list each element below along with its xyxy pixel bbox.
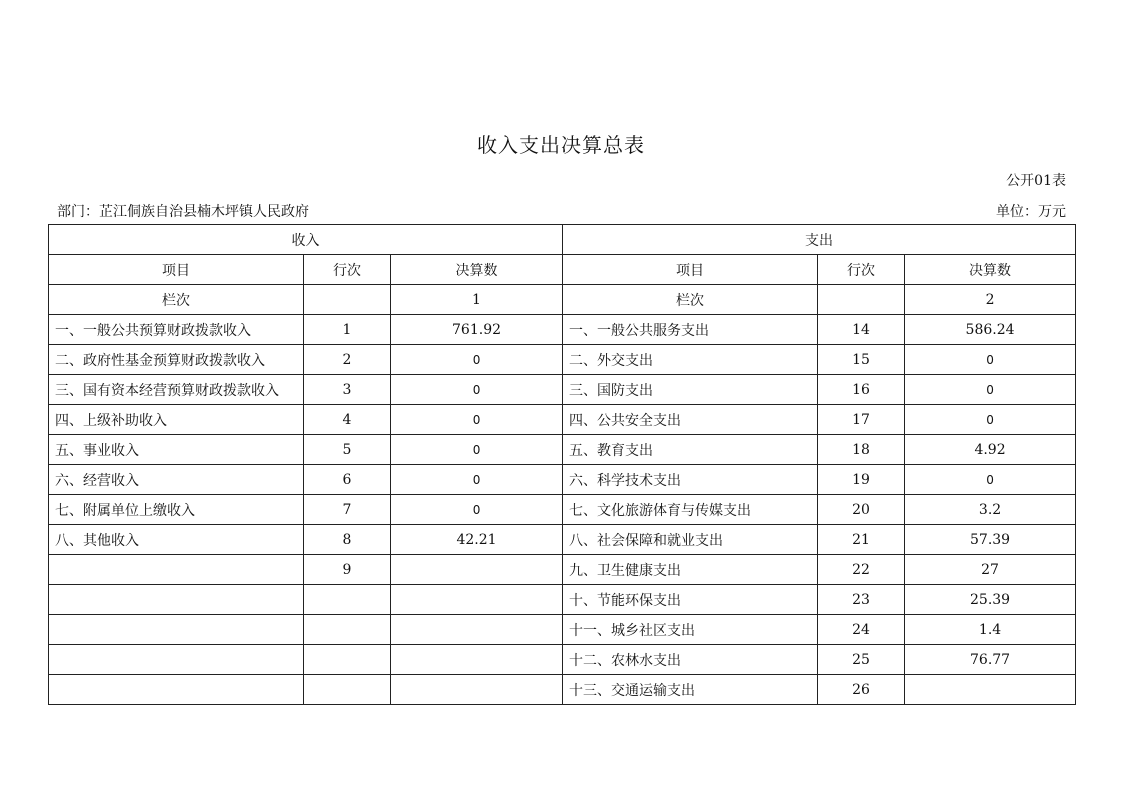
expense-row-no-cell: 24	[818, 615, 905, 645]
income-row-no-cell: 9	[304, 555, 391, 585]
income-amount-cell	[391, 615, 563, 645]
income-amount-cell: 0	[391, 495, 563, 525]
income-item-cell	[49, 555, 304, 585]
expense-amount-cell: 4.92	[905, 435, 1076, 465]
income-row-no-cell	[304, 615, 391, 645]
expense-row-no-cell: 16	[818, 375, 905, 405]
expense-row-no-cell: 25	[818, 645, 905, 675]
form-number: 公开01表	[1006, 173, 1066, 189]
income-column-no: 1	[391, 285, 563, 315]
table-row	[49, 375, 1076, 405]
expense-amount-cell: 57.39	[905, 525, 1076, 555]
expense-amount-cell: 0	[905, 405, 1076, 435]
expense-column-no-label: 栏次	[563, 285, 818, 315]
income-amount-cell: 761.92	[391, 315, 563, 345]
expense-row-no-cell: 26	[818, 675, 905, 705]
expense-amount-cell: 1.4	[905, 615, 1076, 645]
income-item-cell: 六、经营收入	[49, 465, 304, 495]
income-row-no-cell	[304, 675, 391, 705]
expense-amount-cell: 3.2	[905, 495, 1076, 525]
income-amount-cell: 0	[391, 405, 563, 435]
income-section-header: 收入	[49, 225, 563, 255]
expense-row-no-cell: 23	[818, 585, 905, 615]
expense-row-no-cell: 17	[818, 405, 905, 435]
income-row-no-cell	[304, 585, 391, 615]
expense-item-cell: 六、科学技术支出	[563, 465, 818, 495]
income-amount-cell: 42.21	[391, 525, 563, 555]
table-row	[49, 615, 1076, 645]
expense-row-no-cell: 19	[818, 465, 905, 495]
expense-row-no-cell: 20	[818, 495, 905, 525]
expense-item-cell: 一、一般公共服务支出	[563, 315, 818, 345]
income-column-no-blank	[304, 285, 391, 315]
expense-column-no-blank	[818, 285, 905, 315]
expense-item-cell: 二、外交支出	[563, 345, 818, 375]
expense-row-no-cell: 21	[818, 525, 905, 555]
expense-item-cell: 四、公共安全支出	[563, 405, 818, 435]
table-row	[49, 465, 1076, 495]
expense-item-header: 项目	[563, 255, 818, 285]
expense-amount-cell: 586.24	[905, 315, 1076, 345]
expense-item-cell: 五、教育支出	[563, 435, 818, 465]
income-row-no-cell: 6	[304, 465, 391, 495]
income-amount-cell: 0	[391, 465, 563, 495]
table-row	[49, 315, 1076, 345]
income-item-cell: 三、国有资本经营预算财政拨款收入	[49, 375, 304, 405]
expense-item-cell: 十二、农林水支出	[563, 645, 818, 675]
table-row	[49, 585, 1076, 615]
expense-item-cell: 七、文化旅游体育与传媒支出	[563, 495, 818, 525]
income-item-cell	[49, 585, 304, 615]
income-row-no-cell: 3	[304, 375, 391, 405]
expense-amount-cell: 0	[905, 345, 1076, 375]
expense-amount-header: 决算数	[905, 255, 1076, 285]
expense-section-header: 支出	[563, 225, 1076, 255]
income-row-no-header: 行次	[304, 255, 391, 285]
department-label: 部门：芷江侗族自治县楠木坪镇人民政府	[57, 204, 309, 220]
income-row-no-cell: 2	[304, 345, 391, 375]
expense-row-no-cell: 18	[818, 435, 905, 465]
expense-column-no: 2	[905, 285, 1076, 315]
table-body	[49, 225, 1076, 705]
income-item-cell: 四、上级补助收入	[49, 405, 304, 435]
column-number-row	[49, 285, 1076, 315]
income-row-no-cell: 1	[304, 315, 391, 345]
table-row	[49, 525, 1076, 555]
income-amount-cell: 0	[391, 375, 563, 405]
expense-row-no-cell: 22	[818, 555, 905, 585]
income-item-cell: 一、一般公共预算财政拨款收入	[49, 315, 304, 345]
section-header-row	[49, 225, 1076, 255]
expense-amount-cell: 27	[905, 555, 1076, 585]
expense-amount-cell: 0	[905, 375, 1076, 405]
income-item-cell	[49, 675, 304, 705]
income-column-no-label: 栏次	[49, 285, 304, 315]
income-amount-cell	[391, 675, 563, 705]
income-row-no-cell: 7	[304, 495, 391, 525]
income-item-cell: 五、事业收入	[49, 435, 304, 465]
expense-item-cell: 十、节能环保支出	[563, 585, 818, 615]
income-item-header: 项目	[49, 255, 304, 285]
expense-item-cell: 八、社会保障和就业支出	[563, 525, 818, 555]
expense-item-cell: 三、国防支出	[563, 375, 818, 405]
expense-item-cell: 十一、城乡社区支出	[563, 615, 818, 645]
expense-amount-cell: 0	[905, 465, 1076, 495]
expense-item-cell: 十三、交通运输支出	[563, 675, 818, 705]
table-row	[49, 405, 1076, 435]
income-amount-cell	[391, 585, 563, 615]
expense-amount-cell: 25.39	[905, 585, 1076, 615]
expense-row-no-header: 行次	[818, 255, 905, 285]
expense-row-no-cell: 15	[818, 345, 905, 375]
income-item-cell: 二、政府性基金预算财政拨款收入	[49, 345, 304, 375]
income-item-cell	[49, 645, 304, 675]
income-row-no-cell: 4	[304, 405, 391, 435]
income-row-no-cell: 8	[304, 525, 391, 555]
income-amount-cell	[391, 645, 563, 675]
expense-row-no-cell: 14	[818, 315, 905, 345]
expense-item-cell: 九、卫生健康支出	[563, 555, 818, 585]
table-row	[49, 495, 1076, 525]
income-row-no-cell: 5	[304, 435, 391, 465]
table-row	[49, 345, 1076, 375]
income-expense-table	[48, 224, 1076, 705]
income-amount-cell: 0	[391, 345, 563, 375]
table-row	[49, 555, 1076, 585]
table-row	[49, 675, 1076, 705]
page-title: 收入支出决算总表	[477, 133, 645, 157]
income-item-cell: 八、其他收入	[49, 525, 304, 555]
unit-label: 单位：万元	[996, 204, 1066, 220]
expense-amount-cell: 76.77	[905, 645, 1076, 675]
income-amount-header: 决算数	[391, 255, 563, 285]
expense-amount-cell	[905, 675, 1076, 705]
income-amount-cell	[391, 555, 563, 585]
income-item-cell	[49, 615, 304, 645]
table-row	[49, 435, 1076, 465]
income-amount-cell: 0	[391, 435, 563, 465]
column-header-row	[49, 255, 1076, 285]
table-row	[49, 645, 1076, 675]
income-row-no-cell	[304, 645, 391, 675]
income-item-cell: 七、附属单位上缴收入	[49, 495, 304, 525]
